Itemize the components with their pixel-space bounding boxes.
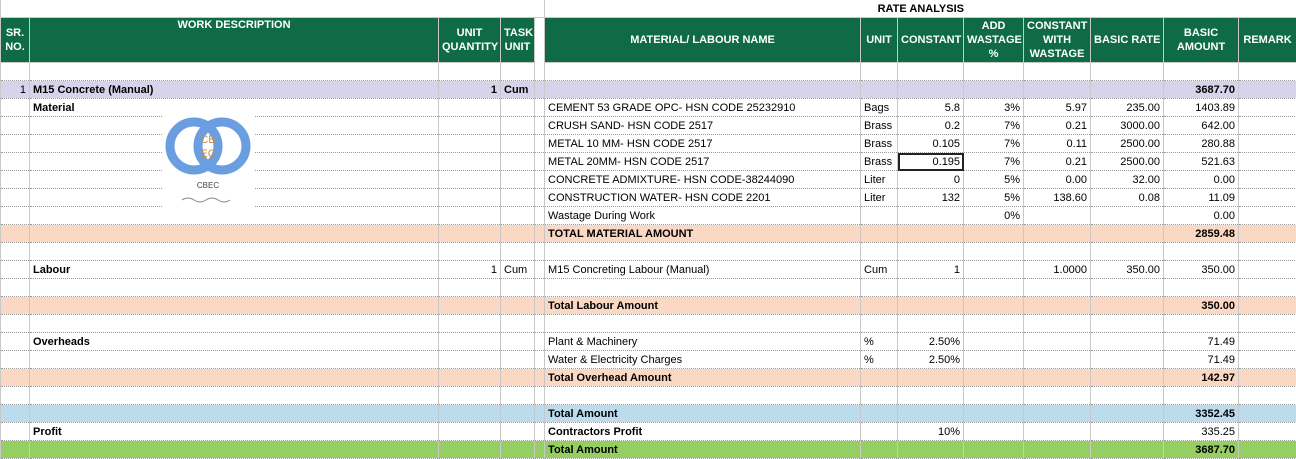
- overhead-amount[interactable]: 71.49: [1164, 333, 1239, 351]
- overhead-unit[interactable]: %: [861, 351, 898, 369]
- material-wastage[interactable]: 5%: [964, 171, 1024, 189]
- profit-label[interactable]: Profit: [30, 423, 439, 441]
- labour-cww[interactable]: 1.0000: [1024, 261, 1091, 279]
- labour-amount[interactable]: 350.00: [1164, 261, 1239, 279]
- material-constant[interactable]: 5.8: [898, 99, 964, 117]
- item-description[interactable]: M15 Concrete (Manual): [30, 81, 439, 99]
- material-rate[interactable]: 3000.00: [1091, 117, 1164, 135]
- overhead-name[interactable]: Water & Electricity Charges: [545, 351, 861, 369]
- material-constant[interactable]: [898, 207, 964, 225]
- total-labour-row: [1, 297, 1296, 315]
- material-name[interactable]: CONCRETE ADMIXTURE- HSN CODE-38244090: [545, 171, 861, 189]
- col-material-name[interactable]: MATERIAL/ LABOUR NAME: [545, 18, 861, 63]
- total-material-label[interactable]: TOTAL MATERIAL AMOUNT: [545, 225, 861, 243]
- material-unit[interactable]: [861, 207, 898, 225]
- material-cww[interactable]: 0.21: [1024, 153, 1091, 171]
- labour-constant[interactable]: 1: [898, 261, 964, 279]
- grand-total-label[interactable]: Total Amount: [545, 441, 861, 459]
- col-add-wastage[interactable]: ADD WASTAGE %: [964, 18, 1024, 63]
- col-unit[interactable]: UNIT: [861, 18, 898, 63]
- selected-cell[interactable]: 0.195: [898, 153, 964, 171]
- material-wastage[interactable]: 7%: [964, 153, 1024, 171]
- col-sr-no[interactable]: SR. NO.: [1, 18, 30, 63]
- blank-row: [1, 387, 1296, 405]
- logo-text-top: CB: [200, 134, 215, 146]
- total-amount-label[interactable]: Total Amount: [545, 405, 861, 423]
- col-remark[interactable]: REMARK: [1239, 18, 1296, 63]
- material-name[interactable]: Wastage During Work: [545, 207, 861, 225]
- material-row: [1, 207, 1296, 225]
- material-name[interactable]: CRUSH SAND- HSN CODE 2517: [545, 117, 861, 135]
- material-amount[interactable]: 521.63: [1164, 153, 1239, 171]
- material-rate[interactable]: 235.00: [1091, 99, 1164, 117]
- total-material-amount[interactable]: 2859.48: [1164, 225, 1239, 243]
- col-basic-rate[interactable]: BASIC RATE: [1091, 18, 1164, 63]
- blank-row: [1, 243, 1296, 261]
- material-amount[interactable]: 1403.89: [1164, 99, 1239, 117]
- overhead-constant[interactable]: 2.50%: [898, 333, 964, 351]
- overhead-unit[interactable]: %: [861, 333, 898, 351]
- material-amount[interactable]: 0.00: [1164, 171, 1239, 189]
- material-unit[interactable]: Brass: [861, 153, 898, 171]
- col-basic-amount[interactable]: BASIC AMOUNT: [1164, 18, 1239, 63]
- material-constant[interactable]: 132: [898, 189, 964, 207]
- blank-row: [1, 63, 1296, 81]
- material-label[interactable]: Material: [30, 99, 439, 117]
- material-wastage[interactable]: 3%: [964, 99, 1024, 117]
- material-cww[interactable]: [1024, 207, 1091, 225]
- material-cww[interactable]: 138.60: [1024, 189, 1091, 207]
- profit-name[interactable]: Contractors Profit: [545, 423, 861, 441]
- blank-row: [1, 315, 1296, 333]
- total-amount-value[interactable]: 3352.45: [1164, 405, 1239, 423]
- overheads-label[interactable]: Overheads: [30, 333, 439, 351]
- item-amount[interactable]: 3687.70: [1164, 81, 1239, 99]
- blank-row: [1, 279, 1296, 297]
- total-labour-label[interactable]: Total Labour Amount: [545, 297, 861, 315]
- material-wastage[interactable]: 5%: [964, 189, 1024, 207]
- material-wastage[interactable]: 0%: [964, 207, 1024, 225]
- material-name[interactable]: METAL 10 MM- HSN CODE 2517: [545, 135, 861, 153]
- item-row: [1, 81, 1296, 99]
- grand-total-row: [1, 441, 1296, 459]
- total-overhead-amount[interactable]: 142.97: [1164, 369, 1239, 387]
- col-constant-with-wastage[interactable]: CONSTANT WITH WASTAGE: [1024, 18, 1091, 63]
- overhead-row: [1, 333, 1296, 351]
- labour-item-unit[interactable]: Cum: [861, 261, 898, 279]
- col-constant[interactable]: CONSTANT: [898, 18, 964, 63]
- logo-caption: CBEC: [197, 181, 219, 190]
- labour-label[interactable]: Labour: [30, 261, 439, 279]
- profit-row: [1, 423, 1296, 441]
- overhead-amount[interactable]: 71.49: [1164, 351, 1239, 369]
- material-unit[interactable]: Bags: [861, 99, 898, 117]
- profit-amount[interactable]: 335.25: [1164, 423, 1239, 441]
- material-rate[interactable]: 32.00: [1091, 171, 1164, 189]
- material-amount[interactable]: 642.00: [1164, 117, 1239, 135]
- logo-text-bottom: EC: [200, 148, 215, 160]
- material-wastage[interactable]: 7%: [964, 117, 1024, 135]
- total-labour-amount[interactable]: 350.00: [1164, 297, 1239, 315]
- material-rate[interactable]: [1091, 207, 1164, 225]
- overhead-name[interactable]: Plant & Machinery: [545, 333, 861, 351]
- sheet-title[interactable]: RATE ANALYSIS: [545, 0, 1296, 18]
- labour-row: [1, 261, 1296, 279]
- material-cww[interactable]: 0.11: [1024, 135, 1091, 153]
- material-amount[interactable]: 11.09: [1164, 189, 1239, 207]
- material-cww[interactable]: 0.21: [1024, 117, 1091, 135]
- item-unit[interactable]: Cum: [501, 81, 535, 99]
- labour-unit[interactable]: Cum: [501, 261, 535, 279]
- material-constant[interactable]: 0.2: [898, 117, 964, 135]
- labour-name[interactable]: M15 Concreting Labour (Manual): [545, 261, 861, 279]
- profit-constant[interactable]: 10%: [898, 423, 964, 441]
- material-amount[interactable]: 280.88: [1164, 135, 1239, 153]
- title-spacer[interactable]: [1, 0, 545, 18]
- item-qty[interactable]: 1: [439, 81, 501, 99]
- material-constant[interactable]: 0.105: [898, 135, 964, 153]
- grand-total-amount[interactable]: 3687.70: [1164, 441, 1239, 459]
- material-wastage[interactable]: 7%: [964, 135, 1024, 153]
- item-sr[interactable]: 1: [1, 81, 30, 99]
- material-cww[interactable]: 5.97: [1024, 99, 1091, 117]
- material-unit[interactable]: Liter: [861, 189, 898, 207]
- material-unit[interactable]: Liter: [861, 171, 898, 189]
- material-unit[interactable]: Brass: [861, 117, 898, 135]
- overhead-row: [1, 351, 1296, 369]
- col-work-description[interactable]: WORK DESCRIPTION: [30, 18, 439, 63]
- total-overhead-row: [1, 369, 1296, 387]
- material-name[interactable]: CEMENT 53 GRADE OPC- HSN CODE 25232910: [545, 99, 861, 117]
- total-amount-row: [1, 405, 1296, 423]
- col-gap[interactable]: [535, 18, 545, 63]
- material-name[interactable]: METAL 20MM- HSN CODE 2517: [545, 153, 861, 171]
- overhead-constant[interactable]: 2.50%: [898, 351, 964, 369]
- labour-qty[interactable]: 1: [439, 261, 501, 279]
- material-amount[interactable]: 0.00: [1164, 207, 1239, 225]
- material-name[interactable]: CONSTRUCTION WATER- HSN CODE 2201: [545, 189, 861, 207]
- material-unit[interactable]: Brass: [861, 135, 898, 153]
- col-unit-quantity[interactable]: UNIT QUANTITY: [439, 18, 501, 63]
- total-overhead-label[interactable]: Total Overhead Amount: [545, 369, 861, 387]
- col-task-unit[interactable]: TASK UNIT: [501, 18, 535, 63]
- material-rate[interactable]: 2500.00: [1091, 153, 1164, 171]
- labour-rate[interactable]: 350.00: [1091, 261, 1164, 279]
- material-rate[interactable]: 0.08: [1091, 189, 1164, 207]
- double-circle-logo-icon: [162, 112, 254, 208]
- total-material-row: [1, 225, 1296, 243]
- material-rate[interactable]: 2500.00: [1091, 135, 1164, 153]
- material-constant[interactable]: 0: [898, 171, 964, 189]
- material-cww[interactable]: 0.00: [1024, 171, 1091, 189]
